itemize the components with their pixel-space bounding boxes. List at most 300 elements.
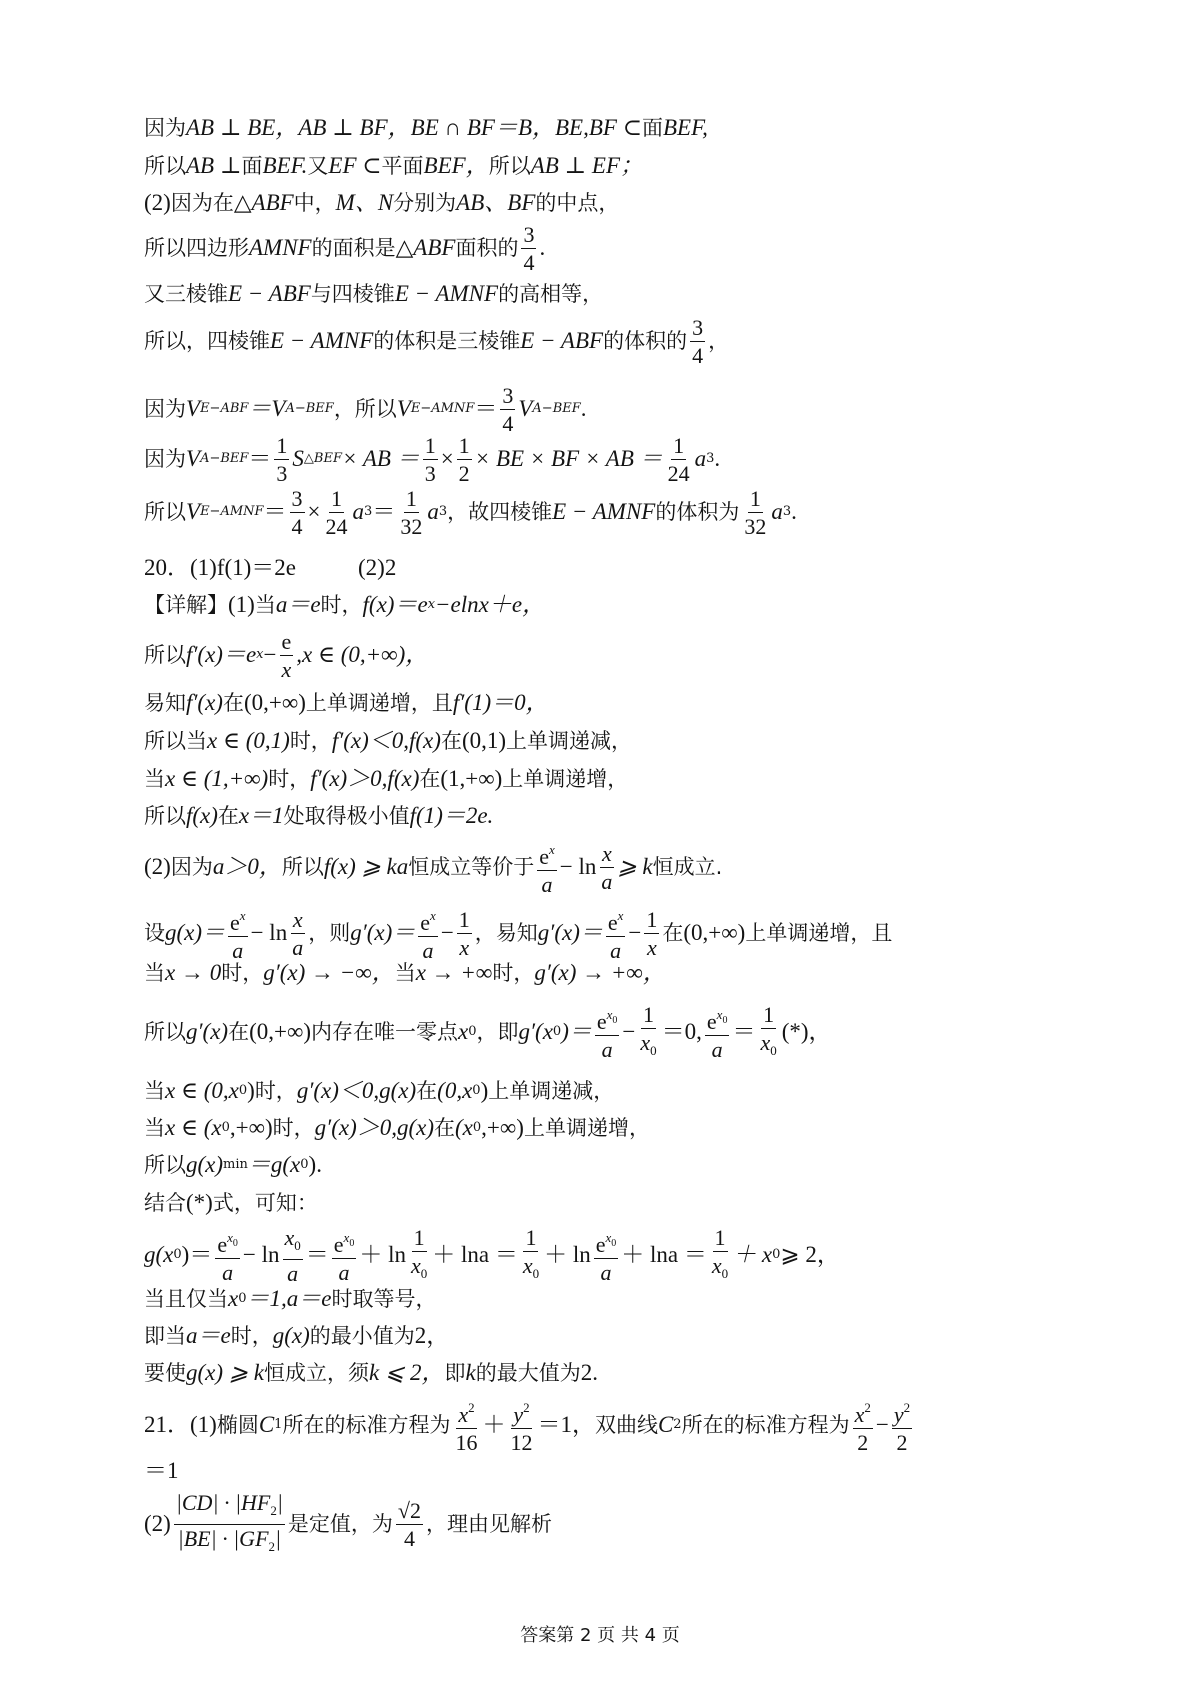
denominator: 4 [523, 249, 535, 275]
superscript: 2 [864, 1400, 871, 1415]
text: 因为 [170, 855, 213, 879]
math: x＝1 [238, 803, 284, 828]
denominator: 4 [403, 1525, 415, 1551]
text: ，即 [476, 1020, 519, 1044]
subscript: 0 [238, 1291, 247, 1306]
math: g′(x) [186, 1019, 229, 1044]
subscript: 0 [552, 1024, 562, 1039]
text: ，则 [308, 921, 351, 945]
math: f(x) [186, 803, 218, 828]
superscript: x [606, 1007, 613, 1022]
math: − [263, 642, 277, 667]
text: 恒成立，须 [264, 1361, 370, 1385]
text-line [144, 279, 603, 309]
math: (1) [228, 592, 255, 617]
math: g′(x)＝ [537, 920, 603, 945]
denominator: a [601, 868, 613, 894]
math: V [186, 499, 201, 524]
text-line [144, 1150, 322, 1180]
math: ＝ [248, 446, 272, 471]
text: 时， [254, 1079, 297, 1103]
numerator: 1 [525, 1224, 537, 1250]
fraction [290, 486, 305, 539]
math: )＝ [561, 1019, 592, 1044]
fraction [274, 433, 289, 486]
denominator [176, 1525, 283, 1559]
fraction [280, 629, 294, 682]
denominator: 32 [744, 513, 767, 539]
superscript: x [617, 908, 624, 923]
denominator: a [541, 872, 553, 897]
text: 的高相等， [498, 282, 604, 306]
math: x [284, 1224, 295, 1250]
text-line [144, 188, 619, 218]
denominator [409, 1252, 429, 1286]
text: 上单调递增， [502, 767, 629, 791]
text: 面积的 [455, 236, 519, 260]
numerator: 1 [276, 432, 288, 458]
question-number: 20． [144, 555, 190, 580]
math: x [458, 1402, 469, 1427]
math: (0,x [437, 1078, 473, 1103]
text: 因为 [144, 447, 186, 471]
math: g′(x)＞0,g(x) [314, 1115, 435, 1140]
math: g(x)＝ [165, 920, 226, 945]
denominator: a [292, 934, 304, 960]
numerator [215, 1225, 240, 1259]
text: 时， [230, 1324, 273, 1348]
math: x [410, 1252, 421, 1278]
numerator [892, 1395, 912, 1429]
math: − [440, 920, 454, 945]
text: 恒成立等价于 [408, 855, 535, 879]
text-line [144, 1321, 449, 1351]
math: k ⩽ 2， [369, 1360, 445, 1385]
math: − [622, 1019, 636, 1044]
subscript: 0 [221, 1120, 230, 1135]
math: e [596, 1009, 607, 1034]
text: 平面 [381, 154, 424, 178]
text: 时， [268, 767, 311, 791]
subscript: A−BEF [532, 401, 581, 416]
text: 所在的标准方程为 [282, 1413, 451, 1437]
numerator: 1 [331, 485, 343, 511]
denominator: 4 [291, 513, 303, 539]
math: e [595, 1232, 606, 1257]
math: f′(1)＝0， [452, 690, 549, 715]
math: e [333, 1232, 344, 1257]
math: E − AMNF [552, 499, 656, 524]
math: (*)， [781, 1019, 832, 1044]
math: x [458, 1019, 469, 1044]
math: (0,+∞) [249, 1019, 311, 1044]
math: x [640, 1029, 651, 1055]
math: x ∈ (0,x [165, 1078, 239, 1103]
subscript: 0 [772, 1247, 781, 1262]
text-line [144, 801, 493, 831]
math: 2. [580, 1360, 598, 1385]
math: V [186, 396, 201, 421]
fraction [710, 1225, 730, 1286]
math: BEF, [662, 115, 708, 140]
fraction [705, 1002, 730, 1062]
math: e [230, 910, 240, 935]
numerator: 1 [673, 432, 685, 458]
numerator: 1 [458, 906, 470, 932]
text: 面 [641, 116, 663, 140]
fraction [690, 315, 705, 368]
math: f′(x)＝e [186, 642, 257, 667]
math: AMNF [249, 235, 312, 260]
math: ,+∞) [229, 1115, 273, 1140]
text: 所以 [144, 643, 186, 667]
math: C [258, 1412, 275, 1437]
text-line [144, 432, 721, 486]
text: 上单调递增，且 [745, 921, 893, 945]
math: . [539, 235, 546, 260]
math: f′(x)＜0,f(x) [331, 728, 441, 753]
math: − ln [242, 1242, 280, 1267]
subscript: min [223, 1157, 248, 1172]
superscript: 3 [782, 504, 792, 519]
math: x [522, 1252, 533, 1278]
subscript: E−AMNF [410, 401, 475, 416]
text: 在 [662, 921, 684, 945]
numerator [853, 1395, 873, 1429]
text: 所以 [144, 804, 186, 828]
math: ＝0, [661, 1019, 702, 1044]
text: 在 [440, 729, 462, 753]
text: 又三棱锥 [144, 282, 228, 306]
text: 的面积是 [311, 236, 396, 260]
text: 在 [419, 767, 441, 791]
denominator: 3 [276, 460, 288, 486]
text: 的最小值为 [309, 1324, 415, 1348]
numerator: 3 [692, 314, 704, 340]
math: AB ⊥ BE，AB ⊥ BF，BE ∩ BF＝B，BE,BF ⊂ [186, 115, 642, 140]
math: (2) [144, 190, 171, 215]
text: 上单调递增，且 [305, 691, 453, 715]
math: E − ABF [520, 328, 604, 353]
text: 中， [293, 191, 336, 215]
numerator: 1 [749, 485, 761, 511]
text: 椭圆 [216, 1413, 259, 1437]
subscript: 2 [270, 1502, 277, 1518]
numerator [174, 1490, 285, 1525]
text: 在 [416, 1079, 438, 1103]
text: 当 [394, 961, 416, 985]
math: × [440, 446, 454, 471]
subscript: 0 [472, 1120, 482, 1135]
numerator: 1 [405, 485, 417, 511]
numerator: 1 [458, 432, 470, 458]
math: (2) [144, 1511, 171, 1536]
math: | [275, 1525, 282, 1551]
math: (1) [190, 1412, 217, 1437]
denominator: a [711, 1037, 723, 1062]
text: 处取得极小值 [283, 804, 410, 828]
text: 分别为 [393, 191, 457, 215]
math: ＝ [474, 396, 498, 421]
numerator [595, 1002, 620, 1036]
subscript: 0 [472, 1083, 481, 1098]
text: ，理由见解析 [426, 1512, 552, 1536]
math: . [791, 499, 797, 524]
superscript: 2 [903, 1400, 911, 1415]
math: AB ⊥ [186, 153, 242, 178]
numerator [456, 1395, 476, 1429]
math: ＝g(x [247, 1152, 301, 1177]
math: AB、BF [456, 190, 536, 215]
text: 所以，四棱锥 [144, 329, 270, 353]
math: (0,+∞) [243, 690, 306, 715]
math: M、N [335, 190, 394, 215]
math: . [714, 446, 721, 471]
superscript: x [716, 1007, 723, 1022]
subscript: A−BEF [285, 401, 334, 416]
math: ⩾ 2， [780, 1242, 840, 1267]
subscript: E−ABF [200, 401, 249, 416]
denominator: a [232, 938, 244, 963]
text: 上单调递增， [523, 1116, 650, 1140]
superscript: x [256, 647, 264, 662]
math: EF ⊂ [328, 153, 382, 178]
math: y [893, 1402, 904, 1427]
math: x [854, 1402, 865, 1427]
text: 内存在唯一零点 [311, 1020, 458, 1044]
text-line [144, 840, 723, 897]
numerator [537, 837, 557, 871]
math: (0,1) [461, 728, 507, 753]
fraction [638, 1002, 658, 1063]
numerator [511, 1395, 531, 1429]
text: 当 [144, 767, 165, 791]
numerator: 1 [643, 1001, 655, 1027]
text: 时， [272, 1116, 315, 1140]
text: 的最大值为 [475, 1361, 581, 1385]
superscript: 3 [706, 451, 715, 466]
math: ＝1,a＝e [246, 1286, 332, 1311]
page-footer: 答案第 2 页 共 4 页 [520, 1625, 680, 1646]
fraction [457, 907, 472, 960]
math: |BE| · |GF [177, 1525, 269, 1551]
text: 的体积是三棱锥 [373, 329, 521, 353]
math: x [711, 1252, 722, 1278]
text-line [144, 553, 396, 583]
answer: (2)2 [358, 555, 397, 580]
fraction [453, 1395, 479, 1455]
subscript: E−AMNF [200, 504, 264, 519]
superscript: x [549, 842, 555, 857]
math: ＝ [732, 1019, 756, 1044]
math: a [694, 446, 707, 471]
math: x → 0 [165, 960, 222, 985]
math: e [217, 1232, 228, 1257]
text-line [144, 1284, 436, 1314]
math: ＝1 [144, 1458, 179, 1483]
numerator: x [292, 906, 303, 932]
text-line [144, 113, 708, 143]
text: 与四棱锥 [310, 282, 395, 306]
denominator: 2 [458, 460, 470, 486]
denominator: a [287, 1260, 299, 1286]
subscript: 0 [173, 1247, 182, 1262]
text: 是定值，为 [287, 1512, 393, 1536]
math: − ln [559, 854, 597, 879]
math: ). [308, 1152, 322, 1177]
math: g(x) ⩾ k [186, 1360, 265, 1385]
text-line [144, 151, 643, 181]
superscript: x [427, 597, 436, 612]
fraction [537, 837, 557, 897]
math: (0,+∞) [683, 920, 746, 945]
math: S [292, 446, 304, 471]
math: a [427, 499, 439, 524]
fraction [666, 433, 692, 486]
math: f(x) ⩾ ka [323, 854, 409, 879]
math: (2) [144, 854, 171, 879]
math: x ∈ (0,1) [207, 728, 290, 753]
fraction [418, 903, 438, 963]
subscript: A−BEF [200, 451, 249, 466]
text-line [144, 1224, 840, 1286]
text: 所以 [144, 500, 186, 524]
denominator: 3 [424, 460, 436, 486]
text-line [144, 1456, 179, 1486]
denominator: x [281, 656, 292, 682]
text: 设 [144, 921, 165, 945]
text-line [144, 485, 797, 539]
math: △ABF [233, 190, 294, 215]
denominator: a [610, 938, 622, 963]
subscript: △BEF [303, 451, 342, 466]
math: × BE × BF × AB ＝ [474, 446, 663, 471]
math: − [628, 920, 642, 945]
text: 所以当 [144, 729, 207, 753]
denominator: 12 [510, 1430, 533, 1455]
text: ，故四棱锥 [447, 500, 553, 524]
math: E − AMNF [270, 328, 374, 353]
numerator: 1 [424, 432, 436, 458]
math: ＋ lna ＝ [621, 1242, 707, 1267]
subscript: 0 [300, 1157, 309, 1172]
numerator: 1 [413, 1224, 425, 1250]
text-line [144, 1001, 832, 1062]
text: 在 [228, 1020, 250, 1044]
text-line [144, 764, 628, 794]
text: 当 [144, 961, 165, 985]
math: △ABF [395, 235, 456, 260]
numerator [418, 903, 438, 937]
fraction [508, 1395, 534, 1455]
fraction [324, 486, 350, 539]
math: x ∈ (x [165, 1115, 222, 1140]
fraction [423, 433, 438, 486]
text-line [144, 1358, 598, 1388]
math: . [580, 396, 587, 421]
math: ＝ [263, 499, 287, 524]
numerator [705, 1002, 730, 1036]
subscript: 0 [722, 1015, 728, 1026]
math: g′(x)＝ [350, 920, 416, 945]
denominator: a [422, 938, 434, 963]
superscript: x [605, 1230, 612, 1245]
text: 双曲线 [594, 1413, 658, 1437]
text: ，所以 [333, 397, 397, 421]
text-line [144, 628, 429, 682]
numerator: 3 [523, 221, 535, 247]
text: 即 [444, 1361, 466, 1385]
math: x → +∞ [415, 960, 493, 985]
math: 2， [414, 1323, 450, 1348]
subscript: 2 [268, 1538, 276, 1554]
text: 所以 [488, 154, 531, 178]
fraction [521, 1225, 541, 1286]
fraction [853, 1395, 873, 1455]
denominator [710, 1252, 730, 1286]
subscript: 1 [274, 1417, 283, 1432]
math: V [186, 446, 201, 471]
math: g′(x) → +∞， [534, 960, 666, 985]
numerator [594, 1225, 619, 1259]
math: g′(x [518, 1019, 553, 1044]
math: y [513, 1402, 524, 1427]
math: g(x [144, 1242, 174, 1267]
text: 又 [307, 154, 329, 178]
numerator: e [281, 628, 292, 654]
text: 所以 [144, 154, 186, 178]
text: 在 [217, 804, 239, 828]
math: a [352, 499, 365, 524]
math: f(1)＝2e. [409, 803, 494, 828]
math: ⩾ k [617, 854, 653, 879]
text: 所以 [144, 1020, 186, 1044]
subscript: 0 [721, 1265, 729, 1281]
denominator: x [459, 934, 470, 960]
fraction [644, 907, 659, 960]
math: (x [455, 1115, 473, 1140]
math: −elnx＋e， [435, 592, 546, 617]
fraction [174, 1490, 285, 1559]
text: 时取等号， [331, 1287, 437, 1311]
text-line [144, 221, 546, 275]
text-line [144, 382, 587, 436]
math: ＋ [482, 1412, 506, 1437]
numerator: 1 [646, 906, 658, 932]
denominator: 32 [400, 513, 423, 539]
text: 因为 [144, 116, 186, 140]
numerator: 1 [714, 1224, 726, 1250]
denominator: x [647, 934, 657, 960]
math: | [276, 1489, 283, 1515]
math: BEF. [262, 153, 308, 178]
text: 的体积为 [655, 500, 740, 524]
math: a [771, 499, 783, 524]
math: BEF， [423, 153, 489, 178]
question-number: 21． [144, 1412, 190, 1437]
subscript: 0 [650, 1042, 657, 1058]
math: (*) [186, 1190, 213, 1215]
math: ,+∞) [481, 1115, 524, 1140]
math: ＝ [372, 499, 396, 524]
superscript: x [227, 1230, 233, 1245]
text: 时， [320, 593, 363, 617]
math: E − AMNF [394, 281, 499, 306]
math: ＋ x [733, 1242, 773, 1267]
math: V [396, 396, 411, 421]
subscript: 0 [294, 1237, 301, 1253]
superscript: 2 [468, 1400, 475, 1415]
